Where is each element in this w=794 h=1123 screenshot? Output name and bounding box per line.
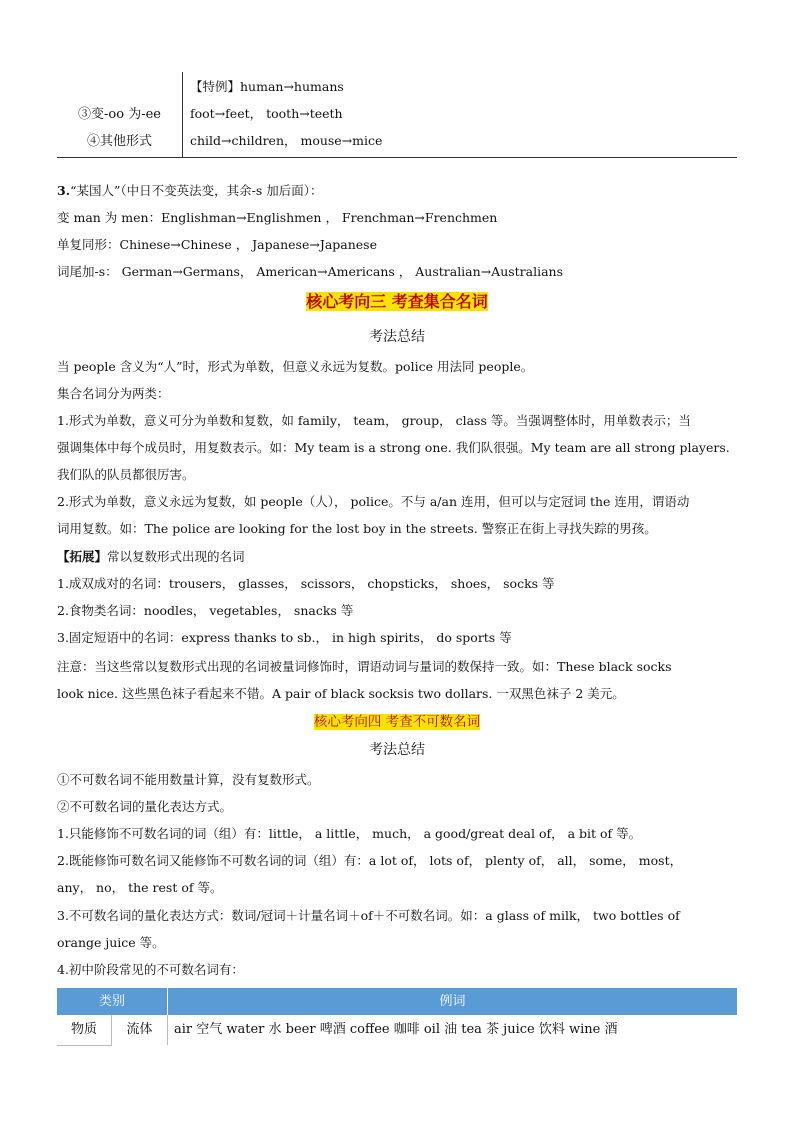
text-line: 词用复数。如：The police are looking for the lost boy in the streets. 警察正在街上寻找失踪的男孩。 (57, 521, 657, 536)
text-line: any， no， the rest of 等。 (57, 880, 223, 895)
section-number: 3. (57, 183, 71, 198)
text-line: 我们队的队员都很厉害。 (57, 467, 195, 482)
heading-uncountable-nouns: 核心考向四 考查不可数名词 (313, 714, 481, 730)
section-title-text: “某国人”（中日不变英法变，其余-s 加后面）： (70, 183, 323, 198)
table-header (57, 988, 737, 1015)
text-line: look nice. 这些黑色袜子看起来不错。A pair of black socksis two dollars. 一双黑色袜子 2 美元。 (57, 686, 625, 701)
header-category: 类别 (57, 988, 168, 1015)
expand-tag: 【拓展】 (57, 549, 108, 564)
category-cell: 物质 (57, 1015, 112, 1046)
nationality-title (57, 181, 322, 201)
header-examples: 例词 (439, 994, 466, 1009)
summary-label: 考法总结 (369, 329, 425, 345)
nationality-line: 变 man 为 men：Englishman→Englishmen ， Frenchman→Frenchmen (57, 210, 498, 225)
rule-other-forms: ④其他形式 (86, 134, 152, 149)
subcategory-cell: 流体 (112, 1015, 168, 1045)
text-line: 4.初中阶段常见的不可数名词有： (57, 962, 244, 977)
text-line: 1.成双成对的名词：trousers， glasses， scissors， chopsticks， shoes， socks 等 (57, 576, 555, 591)
uncountable-nouns-table (57, 988, 737, 1045)
text-line: ②不可数名词的量化表达方式。 (57, 799, 233, 814)
text-line: 2.食物类名词：noodles， vegetables， snacks 等 (57, 603, 354, 618)
heading-collective-nouns: 核心考向三 考查集合名词 (306, 292, 488, 311)
text-line: 当 people 含义为“人”时，形式为单数，但意义永远为复数。police 用法同 people。 (57, 359, 534, 374)
text-line: ①不可数名词不能用数量计算，没有复数形式。 (57, 772, 320, 787)
text-line: 强调集体中每个成员时，用复数表示。如：My team is a strong one. 我们队很强。My team are all strong players. (57, 440, 730, 455)
example-oo-ee: foot→feet， tooth→teeth (190, 106, 343, 121)
heading-uncountable-wrap (0, 711, 794, 733)
nationality-line: 单复同形：Chinese→Chinese ， Japanese→Japanese (57, 237, 377, 252)
rule-oo-ee: ③变-oo 为-ee (78, 107, 161, 122)
text-line: 注意：当这些常以复数形式出现的名词被量词修饰时，谓语动词与量词的数保持一致。如：These black socks (57, 659, 672, 674)
text-line: 1.形式为单数，意义可分为单数和复数，如 family， team， group， class 等。当强调整体时，用单数表示；当 (57, 413, 691, 428)
rule-column (57, 72, 183, 157)
summary-label: 考法总结 (369, 742, 425, 758)
nationality-line: 词尾加-s： German→Germans， American→Americans ， Australian→Australians (57, 264, 564, 279)
table-row (57, 1015, 737, 1045)
text-line: orange juice 等。 (57, 935, 165, 950)
example-other: child→children， mouse→mice (190, 133, 383, 148)
text-line: 3.固定短语中的名词：express thanks to sb.， in high spirits， do sports 等 (57, 630, 512, 645)
text-line: 2.形式为单数，意义永远为复数，如 people（人）， police。不与 a/an 连用，但可以与定冠词 the 连用，谓语动 (57, 494, 690, 509)
examples-cell: air 空气 water 水 beer 啤酒 coffee 咖啡 oil 油 tea 茶 juice 饮料 wine 酒 (174, 1022, 618, 1037)
expand-title-text: 常以复数形式出现的名词 (107, 549, 245, 564)
example-special: 【特例】human→humans (190, 79, 344, 94)
text-line: 集合名词分为两类： (57, 386, 170, 401)
plural-forms-table (57, 72, 737, 158)
text-line: 2.既能修饰可数名词又能修饰不可数名词的词（组）有：a lot of， lots of， plenty of， all， some， most， (57, 853, 683, 868)
heading-collective-nouns-wrap (0, 291, 794, 314)
text-line: 3.不可数名词的量化表达方式：数词/冠词＋计量名词＋of＋不可数名词。如：a glass of milk， two bottles of (57, 908, 680, 923)
text-line: 1.只能修饰不可数名词的词（组）有：little， a little， much， a good/great deal of， a bit of 等。 (57, 826, 642, 841)
expand-title (57, 547, 245, 567)
